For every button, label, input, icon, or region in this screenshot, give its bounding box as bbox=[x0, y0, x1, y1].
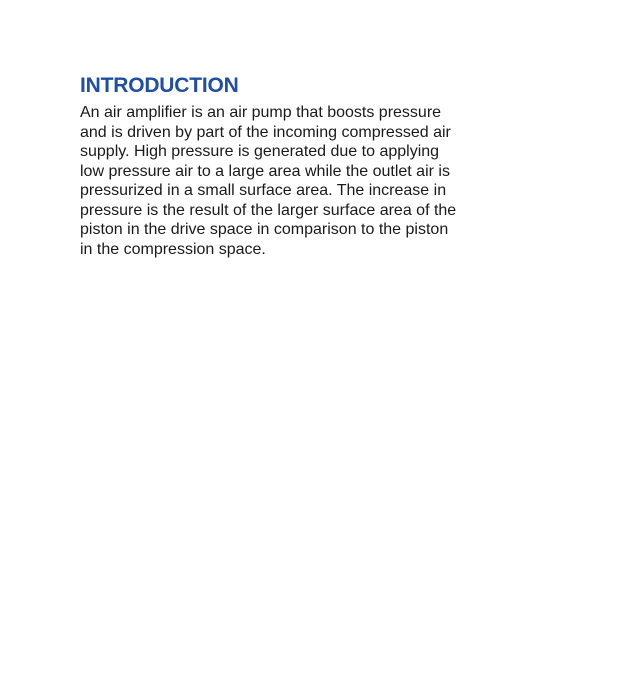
paragraph-line: An air amplifier is an air pump that boosts pressure bbox=[80, 104, 442, 121]
introduction-paragraph bbox=[80, 103, 480, 259]
section-heading: INTRODUCTION bbox=[80, 74, 239, 97]
paragraph-line: low pressure air to a large area while the outlet air is bbox=[80, 162, 450, 180]
paragraph-line: and is driven by part of the incoming compressed air bbox=[80, 123, 451, 141]
paragraph-line: piston in the drive space in comparison to the piston bbox=[80, 221, 449, 238]
paragraph-line: supply. High pressure is generated due to applying bbox=[80, 143, 440, 160]
introduction-section bbox=[80, 74, 480, 259]
paragraph-line: pressurized in a small surface area. The increase in bbox=[80, 182, 447, 199]
paragraph-line: in the compression space. bbox=[80, 240, 266, 258]
paragraph-line: pressure is the result of the larger surface area of the bbox=[80, 201, 457, 219]
